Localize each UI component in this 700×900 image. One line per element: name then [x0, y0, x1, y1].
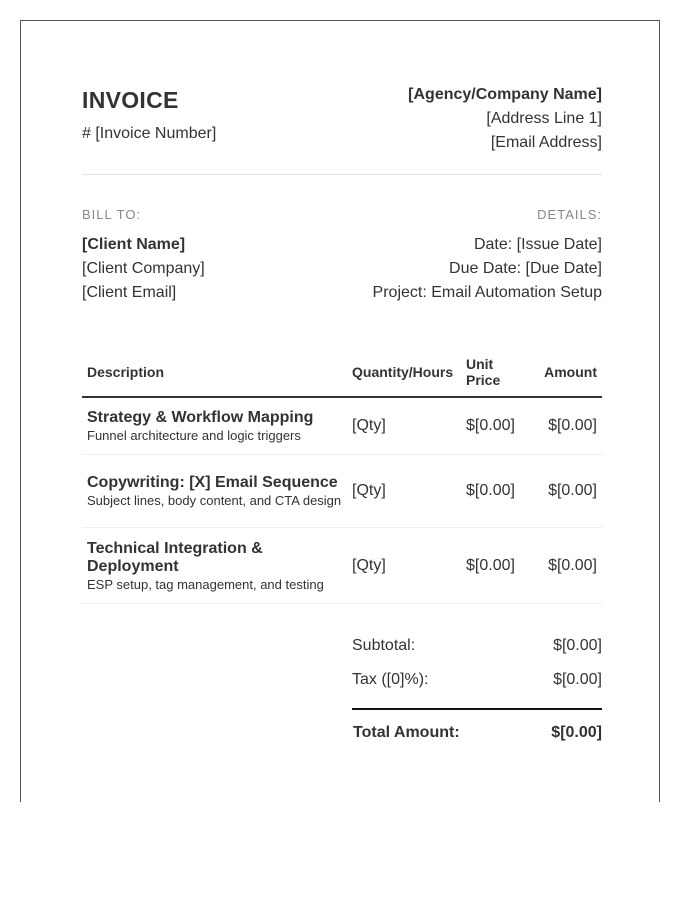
subtotal-label: Subtotal:	[352, 637, 416, 654]
item-subtitle: Funnel architecture and logic triggers	[87, 428, 301, 443]
issue-date: Date: [Issue Date]	[473, 236, 602, 253]
line-items-table	[82, 348, 602, 604]
invoice-title: INVOICE	[82, 87, 179, 113]
table-header-row	[82, 348, 602, 397]
client-name: [Client Name]	[82, 236, 186, 253]
item-unit-price: $[0.00]	[461, 528, 536, 604]
subtotal-row	[352, 629, 602, 663]
item-title: Strategy & Workflow Mapping	[87, 409, 314, 426]
details-label: DETAILS:	[537, 207, 602, 222]
item-unit-price: $[0.00]	[461, 397, 536, 455]
table-row	[82, 397, 602, 455]
item-title: Copywriting: [X] Email Sequence	[87, 474, 338, 491]
table-row	[82, 455, 602, 528]
client-company: [Client Company]	[82, 260, 205, 277]
col-header-description: Description	[82, 348, 347, 397]
tax-value: $[0.00]	[553, 671, 602, 688]
col-header-amount: Amount	[536, 348, 602, 397]
item-qty: [Qty]	[347, 455, 461, 528]
item-amount: $[0.00]	[536, 528, 602, 604]
bill-to-section	[82, 207, 205, 305]
invoice-number: # [Invoice Number]	[82, 125, 217, 142]
col-header-quantity: Quantity/Hours	[347, 348, 461, 397]
item-amount: $[0.00]	[536, 397, 602, 455]
item-description	[82, 455, 347, 528]
agency-address: [Address Line 1]	[486, 110, 602, 127]
totals-section	[352, 629, 602, 754]
item-subtitle: Subject lines, body content, and CTA design	[87, 493, 342, 508]
project-name: Project: Email Automation Setup	[372, 284, 602, 301]
agency-email: [Email Address]	[490, 134, 602, 151]
item-title: Technical Integration & Deployment	[87, 539, 263, 575]
item-description	[82, 397, 347, 455]
item-description	[82, 528, 347, 604]
due-date: Due Date: [Due Date]	[449, 260, 602, 277]
header-divider	[82, 174, 602, 175]
subtotal-value: $[0.00]	[553, 637, 602, 654]
total-value: $[0.00]	[551, 724, 602, 741]
col-header-unit-price	[461, 348, 536, 397]
unit-price-header-line1: Unit	[466, 356, 494, 372]
tax-row	[352, 663, 602, 697]
total-label: Total Amount:	[353, 724, 460, 741]
client-email: [Client Email]	[82, 284, 177, 301]
invoice-page	[20, 20, 660, 802]
tax-label: Tax ([0]%):	[352, 671, 429, 688]
agency-name: [Agency/Company Name]	[408, 86, 602, 103]
bill-to-label: BILL TO:	[82, 207, 142, 222]
unit-price-header-line2: Price	[466, 372, 501, 388]
total-row	[352, 708, 602, 754]
item-qty: [Qty]	[347, 528, 461, 604]
agency-info	[408, 83, 602, 155]
item-qty: [Qty]	[347, 397, 461, 455]
item-amount: $[0.00]	[536, 455, 602, 528]
details-section	[373, 207, 602, 305]
item-subtitle: ESP setup, tag management, and testing	[87, 576, 324, 592]
table-row	[82, 528, 602, 604]
item-unit-price: $[0.00]	[461, 455, 536, 528]
